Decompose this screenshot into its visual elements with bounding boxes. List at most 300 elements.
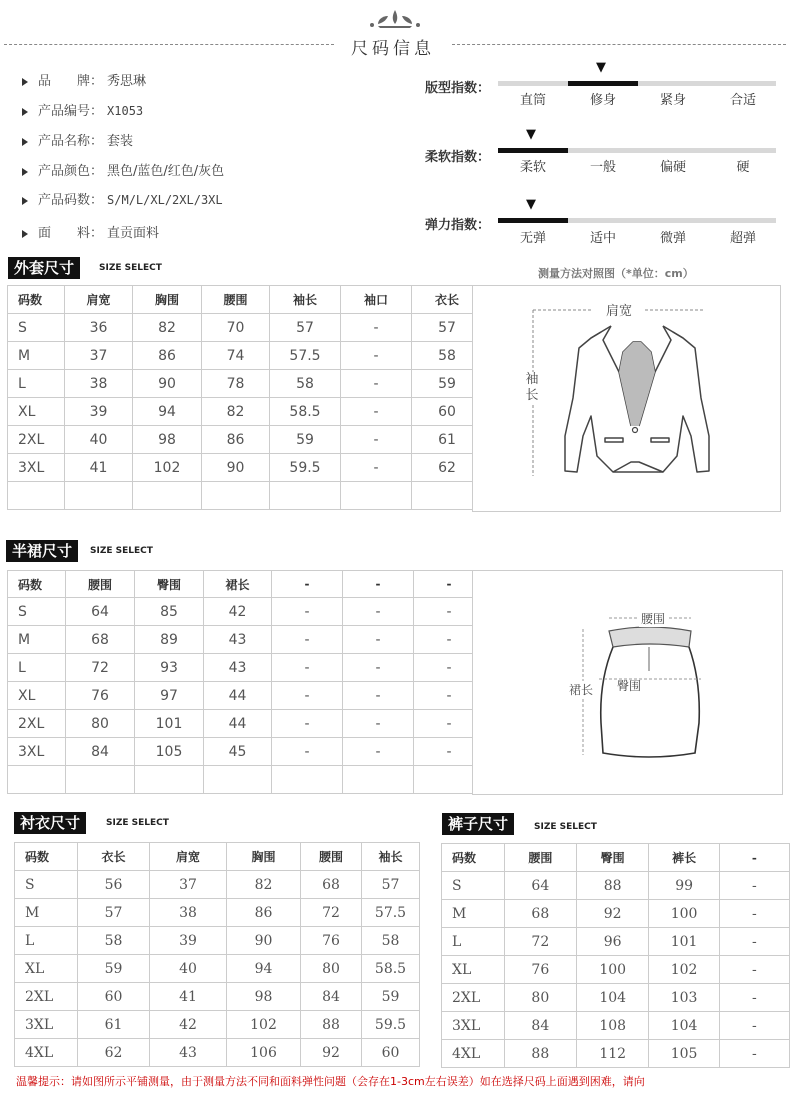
table-cell: 2XL [15, 983, 78, 1011]
table-cell: - [719, 1012, 789, 1040]
table-cell: 58.5 [270, 398, 341, 426]
table-cell: 39 [65, 398, 133, 426]
table-cell: 96 [576, 928, 648, 956]
table-cell: S [8, 314, 65, 342]
table-cell: 59.5 [362, 1011, 420, 1039]
table-cell: 37 [65, 342, 133, 370]
table-cell: - [414, 598, 485, 626]
table-cell: 68 [301, 871, 362, 899]
table-cell: 80 [66, 710, 135, 738]
table-cell: 57.5 [270, 342, 341, 370]
table-cell: 86 [202, 426, 270, 454]
index-option: 超弹 [729, 231, 756, 246]
jacket-shoulder-label: 肩宽 [606, 304, 633, 319]
table-cell: 80 [301, 955, 362, 983]
table-cell [133, 482, 202, 510]
table-cell: M [15, 899, 78, 927]
table-cell: 76 [66, 682, 135, 710]
table-cell: 100 [576, 956, 648, 984]
table-cell: 85 [135, 598, 204, 626]
table-row [8, 710, 485, 738]
table-row [442, 956, 790, 984]
table-cell: - [719, 956, 789, 984]
index-pointer-icon: ▼ [526, 127, 536, 142]
table-cell: - [341, 398, 412, 426]
index-pointer-icon: ▼ [596, 60, 606, 75]
table-cell: 90 [202, 454, 270, 482]
table-cell: 72 [301, 899, 362, 927]
table-cell: 98 [227, 983, 301, 1011]
product-info-row: 面 料： 直贡面料 [22, 222, 159, 241]
jacket-sleeve-label: 袖长 [525, 372, 539, 403]
jacket-section-title: 外套尺寸 [8, 257, 80, 279]
table-cell: 84 [66, 738, 135, 766]
table-row [15, 1011, 420, 1039]
table-cell: - [719, 984, 789, 1012]
table-cell: 41 [65, 454, 133, 482]
table-cell: 105 [135, 738, 204, 766]
table-cell: - [343, 682, 414, 710]
table-cell: 41 [150, 983, 227, 1011]
index-option: 直筒 [519, 93, 546, 108]
table-cell [8, 482, 65, 510]
table-cell: XL [442, 956, 505, 984]
table-cell: 62 [78, 1039, 150, 1067]
table-cell: 42 [150, 1011, 227, 1039]
table-cell: 44 [204, 682, 272, 710]
index-option: 紧身 [659, 93, 686, 108]
index-option: 合适 [729, 93, 756, 108]
table-cell: S [15, 871, 78, 899]
table-cell: 86 [227, 899, 301, 927]
index-label: 柔软指数： [425, 150, 491, 165]
page-title: 尺码信息 [351, 39, 435, 59]
table-cell: 86 [133, 342, 202, 370]
table-row [8, 454, 483, 482]
product-info-value: X1053 [107, 104, 144, 118]
table-header-cell: 胸围 [227, 843, 301, 871]
table-header-cell: 袖长 [270, 286, 341, 314]
table-cell [272, 766, 343, 794]
table-cell: 94 [227, 955, 301, 983]
table-header-cell: 衣长 [78, 843, 150, 871]
product-info-row: 品 牌： 秀思琳 [22, 70, 146, 89]
table-cell: - [414, 626, 485, 654]
table-cell: 3XL [442, 1012, 505, 1040]
table-row [8, 654, 485, 682]
table-header-cell: 码数 [442, 844, 505, 872]
table-row [8, 314, 483, 342]
table-header-cell: 腰围 [504, 844, 576, 872]
table-cell: 58 [362, 927, 420, 955]
table-row [8, 426, 483, 454]
table-cell [8, 766, 66, 794]
table-header-cell: 裙长 [204, 571, 272, 598]
table-cell: - [272, 682, 343, 710]
product-info-row: 产品名称： 套装 [22, 130, 133, 149]
table-cell: 103 [649, 984, 719, 1012]
table-cell: L [15, 927, 78, 955]
table-cell: 89 [135, 626, 204, 654]
table-cell: - [341, 342, 412, 370]
table-cell: 43 [204, 626, 272, 654]
table-cell: 44 [204, 710, 272, 738]
table-cell: 43 [150, 1039, 227, 1067]
table-cell: - [341, 314, 412, 342]
table-cell [204, 766, 272, 794]
table-cell: 90 [133, 370, 202, 398]
table-cell: - [719, 900, 789, 928]
table-row [8, 766, 485, 794]
measure-note: 测量方法对照图（*单位：cm） [538, 267, 694, 280]
table-cell: 100 [649, 900, 719, 928]
table-cell: 42 [204, 598, 272, 626]
bullet-triangle-icon [22, 197, 28, 205]
table-header-cell: 肩宽 [150, 843, 227, 871]
shirt-section-subtitle: SIZE SELECT [106, 818, 169, 828]
table-cell: 102 [227, 1011, 301, 1039]
table-cell: - [341, 370, 412, 398]
product-info-label: 产品名称 [38, 134, 91, 149]
index-option: 适中 [589, 231, 616, 246]
table-cell: - [343, 710, 414, 738]
table-header-cell: 肩宽 [65, 286, 133, 314]
table-cell: 58.5 [362, 955, 420, 983]
table-cell: - [341, 426, 412, 454]
table-cell: 3XL [8, 454, 65, 482]
table-cell: 105 [649, 1040, 719, 1068]
table-header-cell: 腰围 [66, 571, 135, 598]
table-cell: 70 [202, 314, 270, 342]
jacket-diagram-icon [473, 286, 780, 511]
table-cell: 102 [649, 956, 719, 984]
table-cell: 102 [133, 454, 202, 482]
table-cell: 58 [78, 927, 150, 955]
table-cell: 82 [133, 314, 202, 342]
table-header-cell: 臀围 [135, 571, 204, 598]
table-cell: 74 [202, 342, 270, 370]
table-cell: 88 [504, 1040, 576, 1068]
table-header-cell: - [343, 571, 414, 598]
table-cell: 76 [301, 927, 362, 955]
table-cell: 88 [576, 872, 648, 900]
jacket-size-table [7, 285, 483, 510]
index-label: 版型指数： [425, 81, 491, 96]
product-info-label: 产品编号 [38, 104, 91, 119]
table-cell: 108 [576, 1012, 648, 1040]
table-row [8, 738, 485, 766]
table-cell: 38 [150, 899, 227, 927]
table-cell: - [343, 738, 414, 766]
table-row [8, 482, 483, 510]
shirt-section-title: 衬衣尺寸 [14, 812, 86, 834]
table-cell: 45 [204, 738, 272, 766]
table-cell: 72 [504, 928, 576, 956]
table-cell: 112 [576, 1040, 648, 1068]
table-cell: 82 [202, 398, 270, 426]
table-cell: 61 [78, 1011, 150, 1039]
table-cell [343, 766, 414, 794]
table-cell: 104 [576, 984, 648, 1012]
table-row [442, 872, 790, 900]
index-option: 柔软 [519, 160, 546, 175]
table-row [15, 955, 420, 983]
table-cell: 57.5 [362, 899, 420, 927]
table-row [15, 983, 420, 1011]
table-cell: 57 [270, 314, 341, 342]
table-cell: 101 [135, 710, 204, 738]
product-info-label: 产品颜色 [38, 164, 91, 179]
table-row [15, 1039, 420, 1067]
table-header-cell: - [414, 571, 485, 598]
table-header-cell: 码数 [8, 571, 66, 598]
footer-notice: 温馨提示：请如图所示平铺测量，由于测量方法不同和面料弹性问题（会存在1-3cm左右误差）如在选择尺码上面遇到困难，请向 [16, 1075, 645, 1088]
table-row [15, 871, 420, 899]
table-row [442, 984, 790, 1012]
table-cell: 106 [227, 1039, 301, 1067]
bullet-triangle-icon [22, 230, 28, 238]
table-cell: L [442, 928, 505, 956]
bullet-triangle-icon [22, 78, 28, 86]
table-cell: 40 [150, 955, 227, 983]
table-cell: 57 [362, 871, 420, 899]
table-cell: S [8, 598, 66, 626]
table-cell: - [719, 872, 789, 900]
table-row [442, 928, 790, 956]
table-cell: 62 [412, 454, 483, 482]
product-info-value: 秀思琳 [107, 74, 147, 89]
table-cell: 76 [504, 956, 576, 984]
index-label: 弹力指数： [425, 218, 491, 233]
table-cell: 72 [66, 654, 135, 682]
pants-section-subtitle: SIZE SELECT [534, 822, 597, 832]
table-cell: 60 [78, 983, 150, 1011]
index-bar [498, 148, 776, 153]
table-header-cell: 腰围 [202, 286, 270, 314]
table-cell: 97 [135, 682, 204, 710]
table-cell: 2XL [8, 710, 66, 738]
table-row [442, 1040, 790, 1068]
index-option: 修身 [589, 93, 616, 108]
table-cell: 61 [412, 426, 483, 454]
index-bar-selected [498, 218, 568, 223]
header-divider-left [4, 44, 334, 45]
index-option: 无弹 [519, 231, 546, 246]
table-cell: - [272, 626, 343, 654]
table-cell: - [272, 598, 343, 626]
table-header-row [442, 844, 790, 872]
table-row [8, 370, 483, 398]
table-cell: - [341, 454, 412, 482]
table-header-row [15, 843, 420, 871]
product-info-label: 品 牌 [38, 74, 91, 89]
table-cell: 39 [150, 927, 227, 955]
table-cell: 59 [270, 426, 341, 454]
table-cell: - [414, 654, 485, 682]
pants-size-table [441, 843, 790, 1068]
table-cell: 90 [227, 927, 301, 955]
table-cell: 58 [270, 370, 341, 398]
jacket-section-subtitle: SIZE SELECT [99, 263, 162, 273]
table-cell: - [343, 654, 414, 682]
table-cell: 59 [362, 983, 420, 1011]
bullet-triangle-icon [22, 138, 28, 146]
table-cell: - [272, 710, 343, 738]
product-info-value: 套装 [107, 134, 134, 149]
table-cell: - [414, 738, 485, 766]
table-cell: 84 [504, 1012, 576, 1040]
table-header-cell: 腰围 [301, 843, 362, 871]
table-cell: 57 [412, 314, 483, 342]
skirt-length-label: 裙长 [569, 683, 594, 697]
table-cell: L [8, 654, 66, 682]
index-option: 一般 [589, 160, 616, 175]
table-cell: M [8, 342, 65, 370]
index-bar-selected [568, 81, 638, 86]
index-option: 硬 [736, 160, 750, 175]
skirt-section-title: 半裙尺寸 [6, 540, 78, 562]
header-divider-right [452, 44, 786, 45]
table-header-cell: - [719, 844, 789, 872]
table-cell: - [414, 710, 485, 738]
table-cell: 92 [576, 900, 648, 928]
table-cell: 68 [504, 900, 576, 928]
table-cell: 59.5 [270, 454, 341, 482]
header-ornament-icon [0, 6, 790, 34]
skirt-waist-label: 腰围 [641, 612, 666, 626]
table-cell: - [343, 598, 414, 626]
table-cell: 93 [135, 654, 204, 682]
table-cell [66, 766, 135, 794]
index-options [498, 227, 778, 246]
table-cell: 58 [412, 342, 483, 370]
table-cell: 43 [204, 654, 272, 682]
product-info-row: 产品颜色： 黑色/蓝色/红色/灰色 [22, 160, 224, 179]
product-info-label: 面 料 [38, 226, 91, 241]
jacket-measure-panel [472, 285, 781, 512]
table-row [8, 626, 485, 654]
table-cell: 2XL [8, 426, 65, 454]
table-cell [202, 482, 270, 510]
table-row [8, 598, 485, 626]
table-cell: 59 [78, 955, 150, 983]
product-info-value: 直贡面料 [107, 226, 160, 241]
table-cell: 88 [301, 1011, 362, 1039]
table-header-cell: 袖口 [341, 286, 412, 314]
table-cell: 92 [301, 1039, 362, 1067]
table-cell: 60 [362, 1039, 420, 1067]
table-cell: 37 [150, 871, 227, 899]
index-bar [498, 81, 776, 86]
table-cell: - [343, 626, 414, 654]
table-cell: M [442, 900, 505, 928]
index-pointer-icon: ▼ [526, 197, 536, 212]
table-header-cell: 袖长 [362, 843, 420, 871]
table-cell: 3XL [8, 738, 66, 766]
table-cell: - [414, 682, 485, 710]
table-cell: - [719, 1040, 789, 1068]
skirt-size-table [7, 570, 485, 794]
pants-section-title: 裤子尺寸 [442, 813, 514, 835]
table-cell: 64 [66, 598, 135, 626]
product-info-row: 产品编号： X1053 [22, 100, 143, 119]
table-cell: 104 [649, 1012, 719, 1040]
table-cell: 78 [202, 370, 270, 398]
skirt-hip-label: 臀围 [617, 679, 642, 693]
table-cell: 38 [65, 370, 133, 398]
table-row [442, 1012, 790, 1040]
table-row [15, 927, 420, 955]
table-cell: 3XL [15, 1011, 78, 1039]
bullet-triangle-icon [22, 168, 28, 176]
index-option: 偏硬 [659, 160, 686, 175]
product-info-value: S/M/L/XL/2XL/3XL [107, 193, 223, 207]
table-cell: L [8, 370, 65, 398]
index-options [498, 156, 778, 175]
table-cell: 40 [65, 426, 133, 454]
table-header-cell: - [272, 571, 343, 598]
table-header-cell: 衣长 [412, 286, 483, 314]
table-header-cell: 裤长 [649, 844, 719, 872]
table-cell: 99 [649, 872, 719, 900]
table-cell: 2XL [442, 984, 505, 1012]
product-info-label: 产品码数 [38, 193, 91, 208]
table-row [442, 900, 790, 928]
table-header-row [8, 571, 485, 598]
skirt-measure-panel [472, 570, 783, 795]
table-cell: - [719, 928, 789, 956]
table-cell: 60 [412, 398, 483, 426]
table-cell: 57 [78, 899, 150, 927]
table-header-row [8, 286, 483, 314]
index-option: 微弹 [659, 231, 686, 246]
shirt-size-table [14, 842, 420, 1067]
table-header-cell: 码数 [8, 286, 65, 314]
table-cell: 84 [301, 983, 362, 1011]
table-header-cell: 胸围 [133, 286, 202, 314]
bullet-triangle-icon [22, 108, 28, 116]
table-cell: XL [8, 398, 65, 426]
table-row [15, 899, 420, 927]
table-cell: 59 [412, 370, 483, 398]
product-info-value: 黑色/蓝色/红色/灰色 [107, 164, 225, 179]
table-cell: 82 [227, 871, 301, 899]
table-header-cell: 码数 [15, 843, 78, 871]
table-row [8, 342, 483, 370]
table-cell: - [272, 654, 343, 682]
table-cell: 80 [504, 984, 576, 1012]
table-cell: - [272, 738, 343, 766]
table-cell: 4XL [15, 1039, 78, 1067]
index-bar [498, 218, 776, 223]
table-cell [341, 482, 412, 510]
index-options [498, 89, 778, 108]
table-cell: XL [8, 682, 66, 710]
table-cell: S [442, 872, 505, 900]
table-cell [65, 482, 133, 510]
table-cell: 101 [649, 928, 719, 956]
table-row [8, 398, 483, 426]
table-cell: 98 [133, 426, 202, 454]
table-cell: 4XL [442, 1040, 505, 1068]
table-cell: 56 [78, 871, 150, 899]
index-bar-selected [498, 148, 568, 153]
table-cell: M [8, 626, 66, 654]
table-header-cell: 臀围 [576, 844, 648, 872]
skirt-section-subtitle: SIZE SELECT [90, 546, 153, 556]
table-cell: 64 [504, 872, 576, 900]
table-cell: 68 [66, 626, 135, 654]
